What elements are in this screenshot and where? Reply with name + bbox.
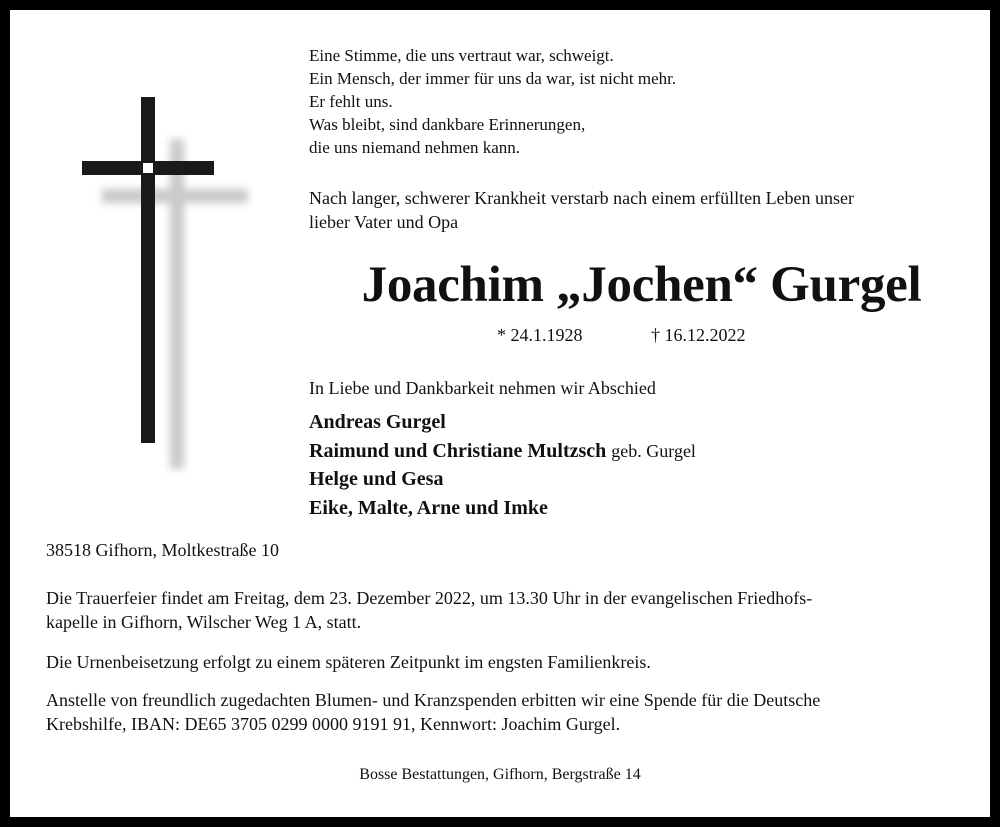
family-member <box>309 408 696 437</box>
verse-line: Was bleibt, sind dankbare Erinnerungen, <box>309 115 586 134</box>
cross-vertical-beam <box>141 97 155 443</box>
cross-center-square <box>143 163 153 173</box>
farewell-line: In Liebe und Dankbarkeit nehmen wir Abschied <box>309 378 656 398</box>
family-member <box>309 437 696 466</box>
cross-icon <box>82 97 252 482</box>
family-address: 38518 Gifhorn, Moltkestraße 10 <box>46 540 279 560</box>
birth-date: * 24.1.1928 <box>497 325 583 345</box>
deceased-name: Joachim „Jochen“ Gurgel <box>361 257 922 313</box>
memorial-verse <box>309 44 676 159</box>
funeral-service-info <box>46 586 956 634</box>
family-member-name: Helge und Gesa <box>309 468 444 490</box>
obituary-notice <box>10 10 990 817</box>
family-member <box>309 494 696 523</box>
verse-line: Er fehlt uns. <box>309 92 393 111</box>
donation-line: Anstelle von freundlich zugedachten Blumen- und Kranzspenden erbitten wir eine Spende für die Deutsche <box>46 690 821 710</box>
family-member-name: Eike, Malte, Arne und Imke <box>309 496 548 519</box>
verse-line: Eine Stimme, die uns vertraut war, schweigt. <box>309 46 614 65</box>
verse-line: die uns niemand nehmen kann. <box>309 138 521 157</box>
cross-shadow-horizontal <box>102 189 248 203</box>
intro-line: lieber Vater und Opa <box>309 212 459 232</box>
family-member-name: Andreas Gurgel <box>309 411 446 433</box>
maiden-name-note: geb. Gurgel <box>611 440 696 461</box>
death-date: † 16.12.2022 <box>651 325 746 345</box>
funeral-home-footer: Bosse Bestattungen, Gifhorn, Bergstraße 14 <box>359 766 641 783</box>
verse-line: Ein Mensch, der immer für uns da war, ist nicht mehr. <box>309 69 677 88</box>
family-members <box>309 408 696 522</box>
urn-burial-info <box>46 650 956 674</box>
donation-line: Krebshilfe, IBAN: DE65 3705 0299 0000 9191 91, Kennwort: Joachim Gurgel. <box>46 714 621 734</box>
burial-line: Die Urnenbeisetzung erfolgt zu einem späteren Zeitpunkt im engsten Familienkreis. <box>46 652 651 672</box>
intro-line: Nach langer, schwerer Krankheit verstarb nach einem erfüllten Leben unser <box>309 188 855 208</box>
death-announcement-text <box>309 186 959 234</box>
service-line: Die Trauerfeier findet am Freitag, dem 23. Dezember 2022, um 13.30 Uhr in der evangelischen Friedhofs- <box>46 588 813 608</box>
family-member <box>309 465 696 494</box>
donation-info <box>46 688 956 736</box>
family-member-name: Raimund und Christiane Multzsch <box>309 439 607 462</box>
service-line: kapelle in Gifhorn, Wilscher Weg 1 A, statt. <box>46 612 362 632</box>
